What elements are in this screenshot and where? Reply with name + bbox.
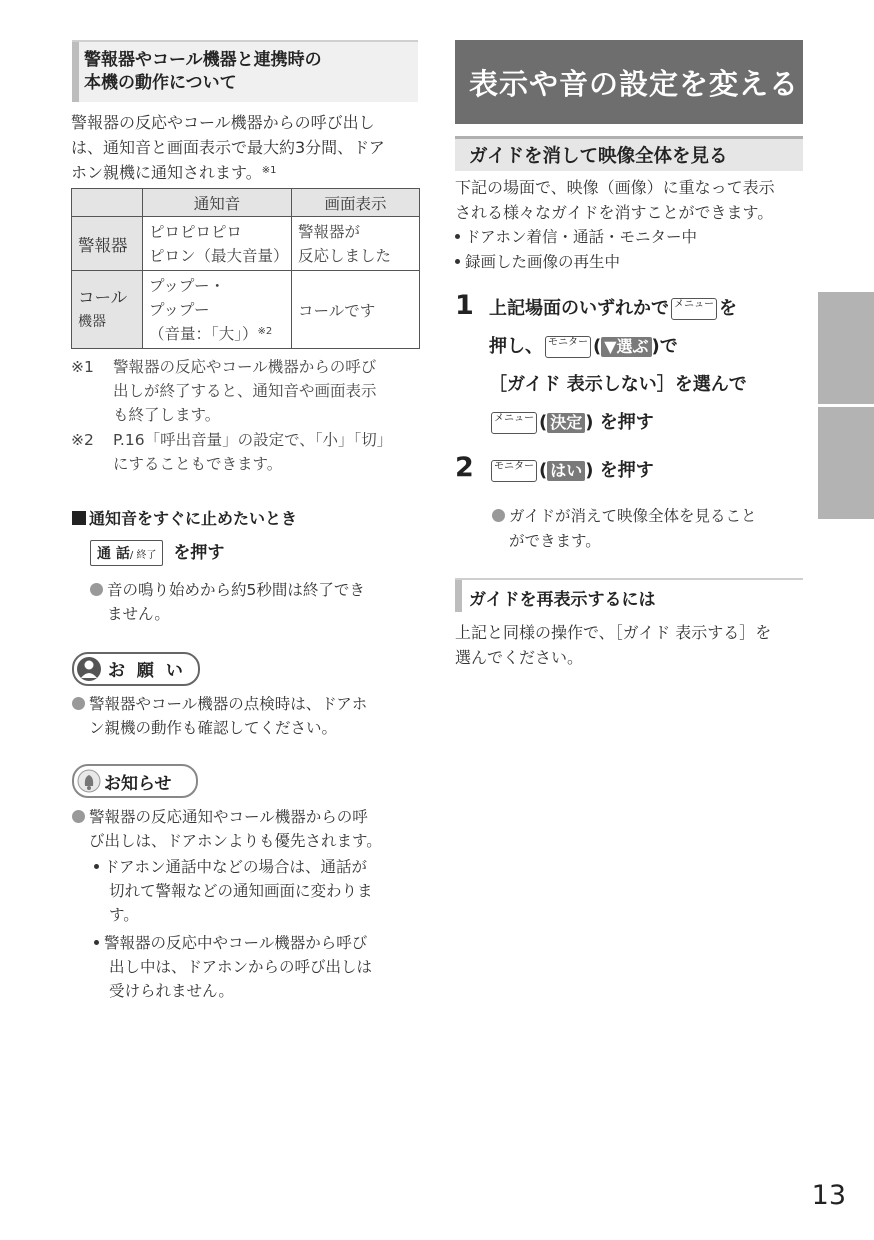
table-header-display: 画面表示: [292, 189, 420, 217]
step-2-result: ガイドが消えて映像全体を見ること ができます。: [492, 504, 810, 554]
table-header-sound: 通知音: [143, 189, 292, 217]
side-index-tab-lower: [818, 407, 874, 519]
monitor-key-icon: モニター: [491, 460, 537, 482]
footnote-ref-2: ※2: [257, 325, 273, 337]
guide-redisplay-heading: ガイドを再表示するには: [455, 578, 803, 612]
guide-redisplay-text: 上記と同様の操作で、［ガイド 表示する］を 選んでください。: [455, 623, 772, 667]
bullet-icon: [72, 810, 85, 823]
oshirase-badge: お知らせ: [72, 764, 198, 798]
small-bullet-icon: [455, 259, 460, 264]
onegai-text: 警報器やコール機器の点検時は、ドアホ ン親機の動作も確認してください。: [72, 692, 422, 740]
confirm-softkey-label: 決定: [547, 413, 585, 433]
page-number: 13: [811, 1180, 846, 1211]
bullet-icon: [72, 697, 85, 710]
chapter-heading: 表示や音の設定を変える: [455, 40, 803, 124]
footnote-1: ※1 警報器の反応やコール機器からの呼び 出しが終了すると、通知音や画面表示 も終了します。: [71, 358, 377, 424]
square-bullet-icon: [72, 511, 86, 525]
stop-instruction: 通 話/ 終了 を押す: [90, 538, 224, 566]
intro-paragraph: 警報器の反応やコール機器からの呼び出し は、通知音と画面表示で最大約3分間、ドア ホン親機に通知されます。$^{※1}$: [71, 113, 385, 182]
step-1-number: 1: [455, 290, 474, 321]
info-bell-icon: [76, 768, 102, 794]
section-heading-line-1: 警報器やコール機器と連携時の: [84, 50, 322, 70]
section-heading-alarm-linkage: [72, 40, 418, 102]
row-label-call: コール 機器: [72, 271, 143, 349]
cell-alarm-display: 警報器が 反応しました: [292, 217, 420, 271]
stop-sound-heading: 通知音をすぐに止めたいとき: [72, 506, 297, 529]
bullet-icon: [90, 583, 103, 596]
table-header-empty: [72, 189, 143, 217]
menu-key-icon: メニュー: [491, 412, 537, 434]
cell-call-sound: プップー・ プップー （音量：「大」）$^{※2}$: [143, 271, 292, 349]
footnote-2: ※2 P.16「呼出音量」の設定で、「小」「切」 にすることもできます。: [71, 431, 393, 473]
talk-end-key-icon: 通 話/ 終了: [90, 540, 163, 566]
small-bullet-icon: [94, 940, 99, 945]
cell-alarm-sound: ピロピロピロ ピロン（最大音量）: [143, 217, 292, 271]
footnote-ref-1: ※1: [261, 165, 277, 176]
side-index-tab-upper: [818, 292, 874, 404]
yes-softkey-label: はい: [547, 461, 585, 481]
oshirase-text: 警報器の反応通知やコール機器からの呼 び出しは、ドアホンよりも優先されます。 ドアホン通話中などの場合は、通話が 切れて警報などの通知画面に変わりま す。 警報器の反応中やコール機器から呼び 出し中は、ドアホンからの呼び出しは 受けられません。: [72, 805, 422, 1003]
table-row: [72, 271, 420, 349]
notification-table: [71, 188, 420, 349]
onegai-badge: お 願 い: [72, 652, 200, 686]
step-1-text: 上記場面のいずれかで メニュー を 押し、 モニター ( ▼選ぶ )で ［ガイド 表示しない］を選んで メニュー ( 決定 ) を押す: [489, 298, 747, 433]
menu-key-icon: メニュー: [671, 298, 717, 320]
monitor-key-icon: モニター: [545, 336, 591, 358]
small-bullet-icon: [94, 864, 99, 869]
step-2-number: 2: [455, 452, 474, 483]
table-row: [72, 217, 420, 271]
person-bow-icon: [75, 655, 103, 683]
heading-accent-bar: [455, 580, 462, 612]
small-bullet-icon: [455, 234, 460, 239]
section-heading-line-2: 本機の動作について: [84, 73, 237, 93]
guide-intro: 下記の場面で、映像（画像）に重なって表示 される様々なガイドを消すことができます。 ドアホン着信・通話・モニター中 録画した画像の再生中: [455, 178, 775, 271]
guide-hide-heading: ガイドを消して映像全体を見る: [455, 136, 803, 171]
step-2-text: モニター ( はい ) を押す: [489, 452, 809, 490]
heading-accent-bar: [72, 42, 79, 102]
row-label-alarm: 警報器: [72, 217, 143, 271]
bullet-icon: [492, 509, 505, 522]
cell-call-display: コールです: [292, 271, 420, 349]
stop-bullet: 音の鳴り始めから約5秒間は終了でき ません。: [90, 578, 420, 626]
select-softkey-label: ▼選ぶ: [601, 337, 651, 357]
